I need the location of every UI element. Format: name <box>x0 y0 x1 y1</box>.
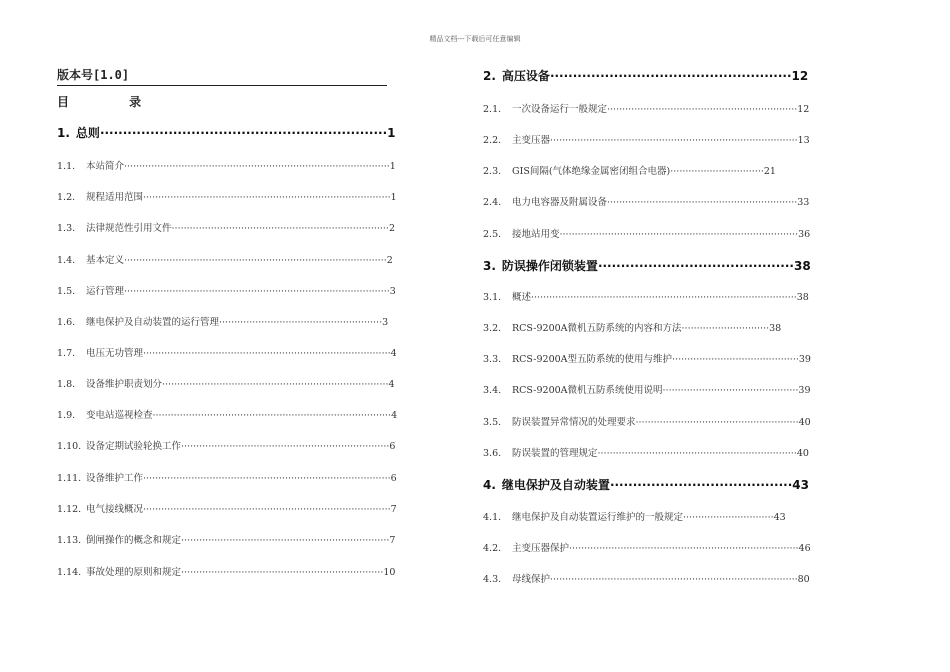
toc-entry-page: 80 <box>797 574 810 585</box>
toc-entry-number: 1.6. <box>57 317 76 328</box>
toc-entry-leader: ············································································ <box>569 543 799 554</box>
toc-entry-title: 母线保护 <box>512 574 551 585</box>
toc-entry-page: 2 <box>388 223 395 234</box>
toc-entry-page: 12 <box>791 69 809 83</box>
toc-entry-page: 33 <box>797 197 810 208</box>
toc-entry-number: 2.3. <box>483 166 502 177</box>
toc-entry-page: 7 <box>390 504 397 515</box>
toc-section-entry[interactable] <box>57 470 397 484</box>
toc-entry-leader: ·········································· <box>672 354 799 365</box>
toc-entry-number: 1.5. <box>57 286 76 297</box>
toc-entry-leader: ······························································· <box>607 104 798 115</box>
toc-entry-title: 运行管理 <box>86 286 125 297</box>
toc-entry-number: 4.1. <box>483 512 502 523</box>
toc-section-entry[interactable] <box>57 532 395 546</box>
toc-entry-number: 1.4. <box>57 255 76 266</box>
toc-entry-number: 2.4. <box>483 197 502 208</box>
toc-entry-page: 4 <box>391 410 398 421</box>
toc-entry-page: 39 <box>798 354 811 365</box>
toc-section-entry[interactable] <box>483 509 786 523</box>
toc-section-entry[interactable] <box>57 376 395 390</box>
toc-entry-leader: ······················································································· <box>124 255 387 266</box>
toc-entry-page: 2 <box>386 255 393 266</box>
toc-entry-page: 39 <box>798 385 811 396</box>
toc-entry-leader: ··············································································· <box>152 410 392 421</box>
toc-entry-title: 继电保护及自动装置的运行管理 <box>86 317 220 328</box>
toc-entry-page: 38 <box>793 259 811 273</box>
toc-entry-title: 继电保护及自动装置运行维护的一般规定 <box>512 512 684 523</box>
toc-entry-leader: ····································································· <box>181 535 390 546</box>
toc-entry-number: 3.6. <box>483 448 502 459</box>
toc-entry-page: 7 <box>389 535 396 546</box>
toc-entry-number: 1.9. <box>57 410 76 421</box>
toc-entry-title: RCS-9200A微机五防系统的内容和方法 <box>512 323 682 334</box>
toc-entry-page: 21 <box>763 166 776 177</box>
toc-entry-number: 3.3. <box>483 354 502 365</box>
toc-section-entry[interactable] <box>483 540 811 554</box>
page-header-note: 精品文档---下载后可任意编辑 <box>429 35 521 43</box>
toc-section-entry[interactable] <box>483 101 809 115</box>
toc-entry-page: 40 <box>796 448 809 459</box>
toc-entry-page: 3 <box>382 317 389 328</box>
toc-entry-leader: ·················································································· <box>550 135 798 146</box>
toc-section-entry[interactable] <box>57 252 393 266</box>
toc-section-entry[interactable] <box>57 564 395 578</box>
toc-entry-title: 电力电容器及附属设备 <box>512 197 608 208</box>
toc-entry-number: 1. <box>57 126 70 140</box>
toc-section-entry[interactable] <box>483 320 781 334</box>
toc-entry-number: 3. <box>483 259 496 273</box>
toc-entry-number: 3.2. <box>483 323 502 334</box>
toc-entry-page: 13 <box>797 135 810 146</box>
toc-entry-page: 36 <box>798 229 811 240</box>
toc-entry-title: 高压设备 <box>501 69 550 83</box>
toc-entry-leader: ··········································· <box>597 259 794 273</box>
toc-entry-title: 事故处理的原则和规定 <box>86 567 182 578</box>
toc-entry-page: 40 <box>798 417 811 428</box>
toc-section-entry[interactable] <box>57 407 397 421</box>
toc-entry-number: 1.8. <box>57 379 76 390</box>
toc-section-entry[interactable] <box>57 438 395 452</box>
toc-entry-title: 设备维护职责划分 <box>86 379 163 390</box>
toc-entry-title: 基本定义 <box>86 255 125 266</box>
toc-section-entry[interactable] <box>483 226 810 240</box>
toc-entry-leader: ······························································· <box>607 197 798 208</box>
toc-title: 目 录 <box>57 95 170 109</box>
toc-entry-page: 6 <box>390 473 397 484</box>
toc-entry-title: 主变压器 <box>512 135 551 146</box>
toc-entry-number: 2.1. <box>483 104 502 115</box>
toc-entry-number: 1.1. <box>57 161 76 172</box>
toc-entry-number: 4. <box>483 478 496 492</box>
toc-entry-title: RCS-9200A微机五防系统使用说明 <box>512 385 663 396</box>
toc-entry-number: 2.5. <box>483 229 502 240</box>
toc-entry-title: 继电保护及自动装置 <box>501 478 610 492</box>
toc-entry-number: 3.5. <box>483 417 502 428</box>
toc-entry-leader: ·················································································· <box>143 348 391 359</box>
toc-entry-number: 4.2. <box>483 543 502 554</box>
toc-entry-leader: ········································ <box>609 478 793 492</box>
toc-entry-title: 规程适用范围 <box>86 192 144 203</box>
toc-entry-page: 1 <box>390 192 397 203</box>
toc-entry-page: 46 <box>798 543 811 554</box>
toc-entry-page: 12 <box>797 104 810 115</box>
toc-entry-leader: ······························································· <box>99 126 388 140</box>
toc-entry-page: 4 <box>390 348 397 359</box>
toc-entry-number: 1.12. <box>57 504 82 515</box>
toc-entry-leader: ························································································ <box>531 292 797 303</box>
toc-entry-page: 1 <box>387 126 396 140</box>
toc-entry-number: 1.7. <box>57 348 76 359</box>
toc-section-entry[interactable] <box>483 414 811 428</box>
toc-entry-title: GIS间隔(气体绝缘金属密闭组合电器) <box>512 166 671 177</box>
toc-entry-title: 设备定期试验轮换工作 <box>86 441 182 452</box>
toc-section-entry[interactable] <box>483 571 810 585</box>
toc-entry-page: 38 <box>769 323 782 334</box>
toc-section-entry[interactable] <box>57 283 396 297</box>
toc-entry-leader: ·················································································· <box>143 473 391 484</box>
toc-entry-title: 防误操作闭锁装置 <box>501 259 598 273</box>
toc-section-entry[interactable] <box>483 382 811 396</box>
toc-entry-title: RCS-9200A型五防系统的使用与维护 <box>512 354 673 365</box>
toc-entry-leader: ·································································· <box>597 448 797 459</box>
toc-section-entry[interactable] <box>57 345 397 359</box>
toc-entry-leader: ······························· <box>670 166 764 177</box>
toc-entry-title: 接地站用变 <box>512 229 560 240</box>
toc-entry-number: 2. <box>483 69 496 83</box>
toc-entry-title: 设备维护工作 <box>86 473 144 484</box>
version-label: 版本号[1.0] <box>57 66 387 86</box>
toc-entry-page: 43 <box>773 512 786 523</box>
toc-entry-page: 43 <box>792 478 809 492</box>
toc-entry-leader: ········································································ <box>171 223 389 234</box>
toc-entry-page: 6 <box>389 441 396 452</box>
toc-entry-title: 总则 <box>75 126 100 140</box>
toc-entry-title: 变电站巡视检查 <box>86 410 153 421</box>
toc-entry-page: 3 <box>389 286 396 297</box>
toc-entry-title: 本站简介 <box>86 161 125 172</box>
toc-entry-leader: ··············································································· <box>559 229 799 240</box>
toc-section-entry[interactable] <box>57 220 395 234</box>
toc-entry-page: 38 <box>796 292 809 303</box>
toc-entry-title: 一次设备运行一般规定 <box>512 104 608 115</box>
toc-entry-leader: ··································································· <box>181 567 384 578</box>
toc-entry-number: 1.14. <box>57 567 82 578</box>
toc-entry-title: 防误装置异常情况的处理要求 <box>512 417 636 428</box>
toc-chapter-entry[interactable] <box>57 124 396 141</box>
toc-entry-number: 1.11. <box>57 473 82 484</box>
toc-section-entry[interactable] <box>483 194 809 208</box>
toc-entry-number: 3.4. <box>483 385 502 396</box>
toc-entry-number: 1.3. <box>57 223 76 234</box>
toc-entry-number: 2.2. <box>483 135 502 146</box>
toc-entry-number: 3.1. <box>483 292 502 303</box>
toc-section-entry[interactable] <box>57 189 397 203</box>
toc-entry-page: 10 <box>383 567 396 578</box>
toc-chapter-entry[interactable] <box>483 257 811 274</box>
toc-entry-leader: ····························· <box>681 323 770 334</box>
toc-section-entry[interactable] <box>483 445 809 459</box>
toc-entry-title: 防误装置的管理规定 <box>512 448 598 459</box>
toc-section-entry[interactable] <box>483 289 809 303</box>
toc-entry-page: 1 <box>389 161 396 172</box>
toc-entry-leader: ··········································································· <box>162 379 389 390</box>
toc-entry-leader: ·················································································· <box>143 192 391 203</box>
toc-entry-leader: ····················································· <box>549 69 792 83</box>
toc-entry-title: 概述 <box>512 292 532 303</box>
toc-entry-leader: ····································································· <box>181 441 390 452</box>
toc-entry-leader: ······················································ <box>635 417 799 428</box>
toc-entry-title: 主变压器保护 <box>512 543 570 554</box>
toc-entry-number: 1.13. <box>57 535 82 546</box>
toc-entry-leader: ························································································ <box>124 286 390 297</box>
toc-entry-leader: ·················································································· <box>143 504 391 515</box>
toc-entry-leader: ······················································ <box>219 317 383 328</box>
toc-section-entry[interactable] <box>57 314 388 328</box>
toc-section-entry[interactable] <box>57 158 396 172</box>
toc-section-entry[interactable] <box>483 163 776 177</box>
toc-entry-title: 法律规范性引用文件 <box>86 223 172 234</box>
toc-chapter-entry[interactable] <box>483 67 808 84</box>
toc-entry-leader: ························································································ <box>124 161 390 172</box>
toc-entry-leader: ·················································································· <box>550 574 798 585</box>
toc-section-entry[interactable] <box>57 501 397 515</box>
toc-entry-number: 4.3. <box>483 574 502 585</box>
toc-section-entry[interactable] <box>483 132 810 146</box>
toc-entry-leader: ············································· <box>662 385 799 396</box>
toc-section-entry[interactable] <box>483 351 811 365</box>
toc-entry-title: 倒闸操作的概念和规定 <box>86 535 182 546</box>
toc-entry-page: 4 <box>388 379 395 390</box>
toc-entry-leader: ······························ <box>683 512 774 523</box>
toc-entry-title: 电气接线概况 <box>86 504 144 515</box>
toc-entry-number: 1.2. <box>57 192 76 203</box>
toc-entry-number: 1.10. <box>57 441 82 452</box>
toc-entry-title: 电压无功管理 <box>86 348 144 359</box>
toc-chapter-entry[interactable] <box>483 476 809 493</box>
